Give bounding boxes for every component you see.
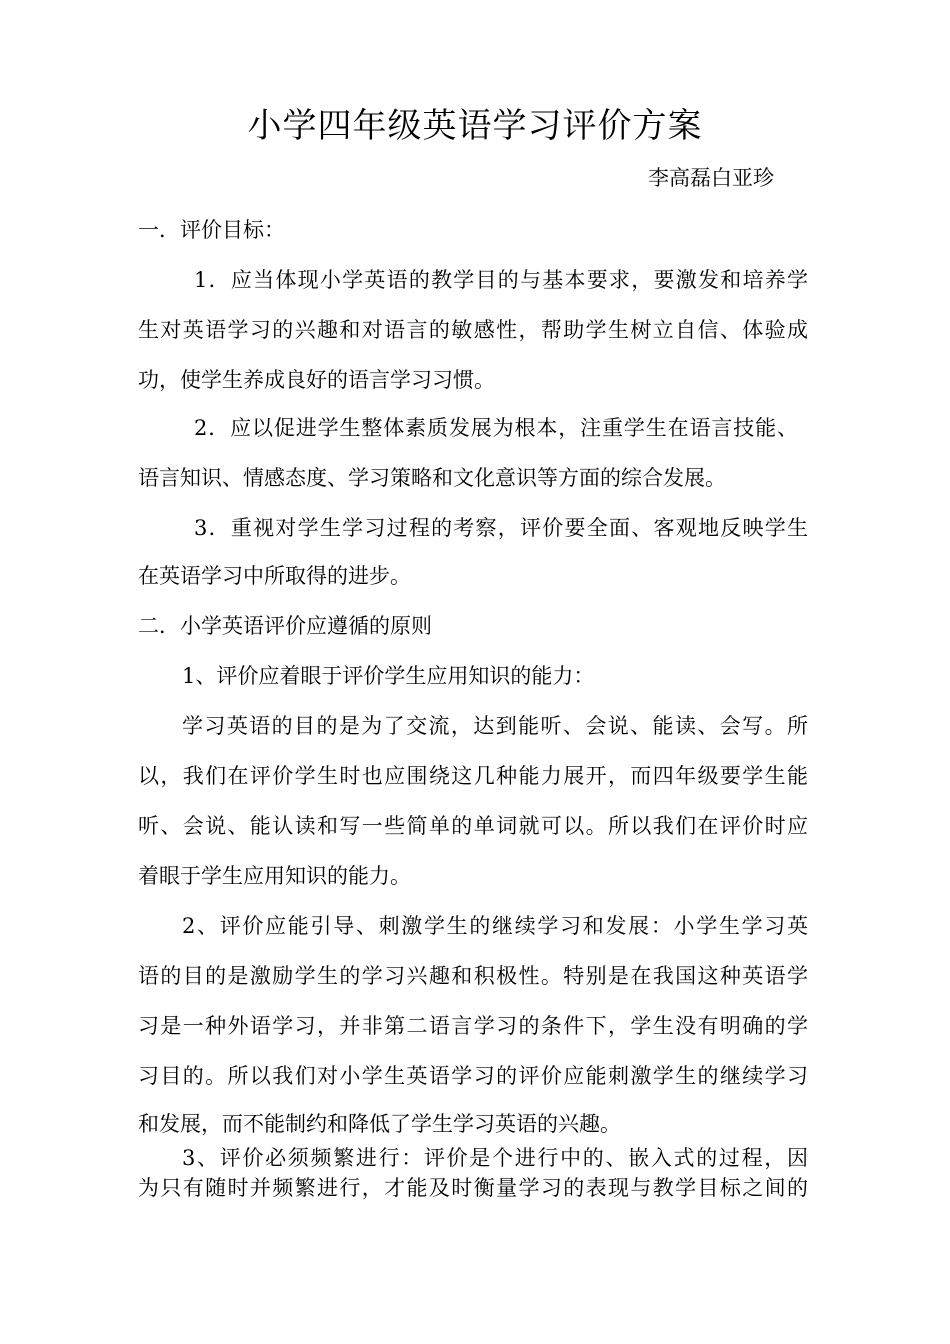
paragraph-line: 着眼于学生应用知识的能力。: [138, 864, 411, 888]
paragraph-line: 和发展，而不能制约和降低了学生学习英语的兴趣。: [138, 1112, 621, 1136]
paragraph-line: 功，使学生养成良好的语言学习习惯。: [138, 368, 495, 392]
paragraph-line: 语的目的是激励学生的学习兴趣和积极性。特别是在我国这种英语学: [138, 964, 808, 988]
paragraph-line: 语言知识、情感态度、学习策略和文化意识等方面的综合发展。: [138, 466, 726, 490]
paragraph-line: 3．重视对学生学习过程的考察，评价要全面、客观地反映学生: [194, 516, 808, 540]
paragraph-line: 2．应以促进学生整体素质发展为根本，注重学生在语言技能、: [194, 416, 798, 440]
paragraph-line: 习目的。所以我们对小学生英语学习的评价应能刺激学生的继续学习: [138, 1064, 808, 1088]
paragraph-line: 2、评价应能引导、刺激学生的继续学习和发展：小学生学习英: [182, 914, 808, 938]
author-names: 李高磊白亚珍: [648, 166, 774, 190]
paragraph-line: 听、会说、能认读和写一些简单的单词就可以。所以我们在评价时应: [138, 814, 808, 838]
paragraph-line: 3、评价必须频繁进行：评价是个进行中的、嵌入式的过程，因: [182, 1146, 808, 1170]
section-heading-principles: 二．小学英语评价应遵循的原则: [138, 614, 432, 638]
paragraph-line: 习是一种外语学习，并非第二语言学习的条件下，学生没有明确的学: [138, 1014, 808, 1038]
paragraph-line: 为只有随时并频繁进行，才能及时衡量学习的表现与教学目标之间的: [138, 1176, 808, 1200]
paragraph-line: 以，我们在评价学生时也应围绕这几种能力展开，而四年级要学生能: [138, 764, 808, 788]
document-title: 小学四年级英语学习评价方案: [247, 106, 703, 146]
paragraph-line: 1．应当体现小学英语的教学目的与基本要求，要激发和培养学: [194, 268, 808, 292]
section-heading-goals: 一．评价目标：: [138, 218, 285, 242]
paragraph-line: 生对英语学习的兴趣和对语言的敏感性，帮助学生树立自信、体验成: [138, 318, 808, 342]
paragraph-line: 学习英语的目的是为了交流，达到能听、会说、能读、会写。所: [182, 714, 808, 738]
paragraph-line: 在英语学习中所取得的进步。: [138, 564, 411, 588]
subheading-principle-1: 1、评价应着眼于评价学生应用知识的能力：: [182, 664, 595, 688]
